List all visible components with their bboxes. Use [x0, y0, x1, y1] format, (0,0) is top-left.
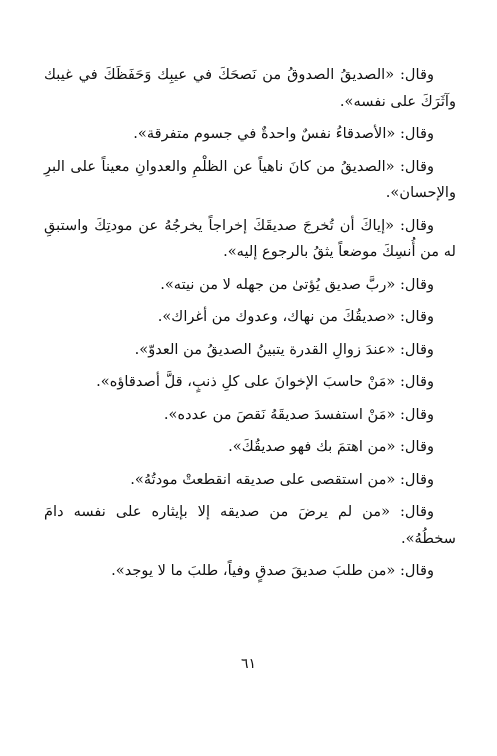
- page-number: ٦١: [240, 656, 257, 672]
- sayings-text: [44, 62, 456, 591]
- saying-7: وقال: «عندَ زوالِ القدرة يتبينُ الصديقُ من العدوّ».: [134, 340, 434, 358]
- saying-12: وقال: «من لم يرضَ من صديقه إلا بإيثاره على نفسه دامَ سخطُهُ».: [44, 503, 456, 547]
- saying-13: وقال: «من طلبَ صديقَ صدقٍ وفياً، طلبَ ما لا يوجد».: [111, 562, 434, 579]
- saying-1: وقال: «الصديقُ الصدوقُ من نَصحَكَ في عيبِك وَحَفَظَكَ في غيبك وآثَرَكَ على نفسه».: [44, 66, 456, 110]
- saying-3: وقال: «الصديقُ من كانَ ناهياً عن الظلْمِ والعدوانِ معيناً على البرِ والإحسان».: [44, 157, 456, 201]
- saying-4: وقال: «إياكَ أن تُخرجَ صديقَكَ إخراجاً يخرجُهُ عن مودتِكَ واستبقِ له من أُنسِكَ موضعاً يثقُ بالرجوع إليه».: [44, 216, 456, 260]
- saying-6: وقال: «صديقُكَ من نهاك، وعدوك من أغراك».: [157, 308, 434, 325]
- saying-9: وقال: «مَنْ استفسدَ صديقَهُ نَقصَ من عدده».: [163, 405, 434, 423]
- saying-2: وقال: «الأصدقاءُ نفسٌ واحدةٌ في جسوم متفرقة».: [133, 125, 434, 142]
- saying-11: وقال: «من استقصى على صديقه انقطعتْ مودتُهُ».: [130, 470, 434, 488]
- saying-8: وقال: «مَنْ حاسبَ الإخوانَ على كلِ ذنبٍ، قلَّ أصدقاؤه».: [96, 373, 434, 390]
- saying-5: وقال: «ربَّ صديق يُؤتىٰ من جهله لا من نيته».: [160, 275, 434, 293]
- saying-10: وقال: «من اهتمَ بك فهو صديقُكَ».: [228, 438, 434, 455]
